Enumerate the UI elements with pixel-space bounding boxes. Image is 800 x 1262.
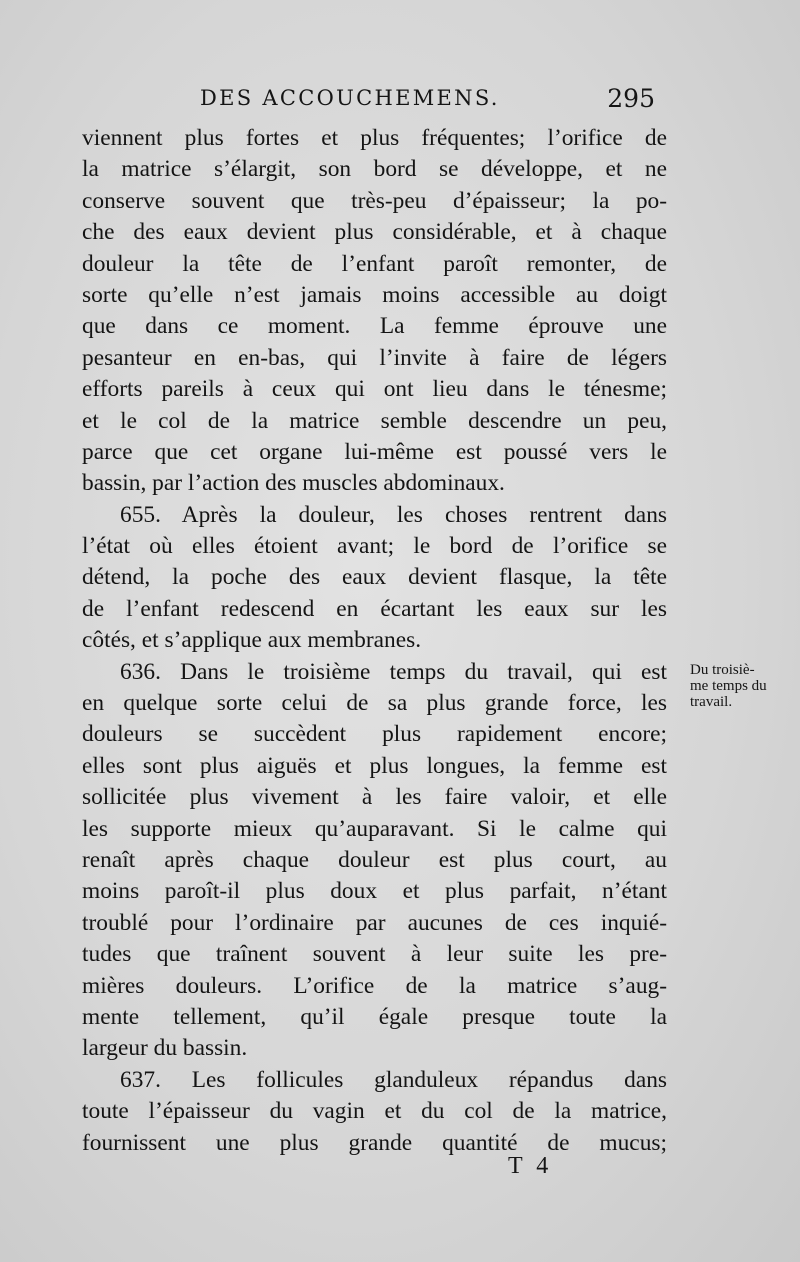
text-line: et le col de la matrice semble descendre un peu, bbox=[82, 407, 667, 434]
margin-note-line: me temps du bbox=[690, 678, 767, 694]
text-line: 636. Dans le troisième temps du travail, qui est bbox=[120, 658, 667, 685]
body-text bbox=[82, 123, 667, 1159]
signature-mark: T 4 bbox=[508, 1153, 553, 1179]
text-line: la matrice s’élargit, son bord se développe, et ne bbox=[82, 156, 667, 183]
paragraph bbox=[82, 1065, 667, 1159]
margin-note bbox=[690, 662, 794, 710]
text-line: efforts pareils à ceux qui ont lieu dans le ténesme; bbox=[82, 376, 667, 403]
running-head: DES ACCOUCHEMENS. bbox=[200, 86, 500, 110]
text-line: moins paroît-il plus doux et plus parfait, n’étant bbox=[82, 878, 667, 905]
text-line: troublé pour l’ordinaire par aucunes de ces inquié- bbox=[82, 909, 667, 936]
text-line: toute l’épaisseur du vagin et du col de la matrice, bbox=[82, 1098, 667, 1125]
page-number: 295 bbox=[607, 84, 655, 113]
text-line: conserve souvent que très-peu d’épaisseur; la po- bbox=[82, 187, 667, 214]
text-line: tudes que traînent souvent à leur suite les pre- bbox=[82, 941, 667, 968]
text-line: l’état où elles étoient avant; le bord de l’orifice se bbox=[82, 533, 667, 560]
text-line: pesanteur en en-bas, qui l’invite à faire de légers bbox=[82, 344, 667, 371]
text-line: che des eaux devient plus considérable, et à chaque bbox=[82, 219, 667, 246]
text-line: renaît après chaque douleur est plus court, au bbox=[82, 846, 667, 873]
paragraph bbox=[82, 500, 667, 657]
text-line: côtés, et s’applique aux membranes. bbox=[82, 627, 422, 654]
text-line: largeur du bassin. bbox=[82, 1035, 248, 1062]
text-line: mières douleurs. L’orifice de la matrice s’aug- bbox=[82, 972, 667, 999]
margin-note-line: travail. bbox=[690, 694, 733, 710]
text-line: elles sont plus aiguës et plus longues, la femme est bbox=[82, 752, 667, 779]
text-line: douleur la tête de l’enfant paroît remonter, de bbox=[82, 250, 667, 277]
text-line: parce que cet organe lui-même est poussé vers le bbox=[82, 438, 667, 465]
text-line: douleurs se succèdent plus rapidement encore; bbox=[82, 721, 667, 748]
text-line: viennent plus fortes et plus fréquentes; l’orifice de bbox=[82, 125, 667, 151]
paragraph bbox=[82, 123, 667, 500]
text-line: mente tellement, qu’il égale presque toute la bbox=[82, 1003, 667, 1030]
text-line: les supporte mieux qu’auparavant. Si le calme qui bbox=[82, 815, 667, 842]
text-line: 637. Les follicules glanduleux répandus dans bbox=[120, 1066, 667, 1093]
text-line: détend, la poche des eaux devient flasque, la tête bbox=[82, 564, 667, 591]
text-line: sollicitée plus vivement à les faire valoir, et elle bbox=[82, 784, 667, 811]
text-line: que dans ce moment. La femme éprouve une bbox=[82, 313, 667, 340]
text-line: sorte qu’elle n’est jamais moins accessible au doigt bbox=[82, 281, 667, 308]
text-line: bassin, par l’action des muscles abdominaux. bbox=[82, 470, 505, 497]
margin-note-line: Du troisiè- bbox=[690, 662, 755, 678]
text-line: 655. Après la douleur, les choses rentrent dans bbox=[120, 501, 667, 528]
page-header bbox=[200, 82, 660, 118]
text-line: en quelque sorte celui de sa plus grande force, les bbox=[82, 690, 667, 717]
text-line: de l’enfant redescend en écartant les eaux sur les bbox=[82, 595, 667, 622]
paragraph bbox=[82, 657, 667, 1065]
text-line: fournissent une plus grande quantité de mucus; bbox=[82, 1129, 667, 1156]
